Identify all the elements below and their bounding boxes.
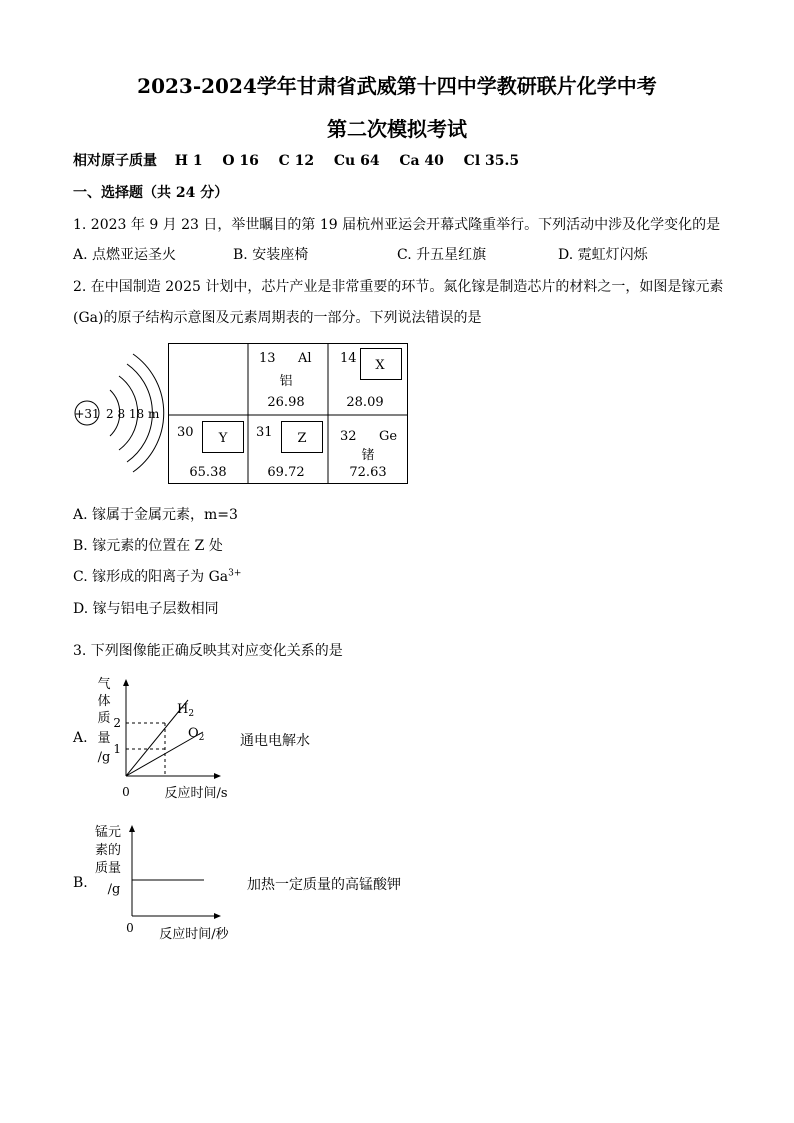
graph-a-label-o2: $O_2$ [188,726,205,743]
graph-a-tick-2: 2 [113,716,121,730]
electron-numbers: 2 8 18 m [106,407,160,421]
atomic-mass-line [73,150,519,170]
cell-z [256,422,323,481]
q2-option-c-charge: 3+ [228,568,242,579]
svg-text:69.72: 69.72 [267,465,305,480]
page-subtitle: 第二次模拟考试 [327,117,467,141]
graph-b-ylabel: 素的 [94,843,122,858]
svg-text:13: 13 [259,351,276,366]
svg-text:铝: 铝 [279,374,293,389]
atomic-mass-entry: Cl 35.5 [463,153,520,169]
graph-a-y-arrow [123,679,129,686]
graph-b-description: 加热一定质量的高锰酸钾 [247,877,401,893]
atomic-mass-entry: O 16 [222,153,259,169]
svg-text:Al: Al [298,351,312,366]
nucleus-charge: +31 [74,407,100,421]
cell-al [259,351,312,410]
atom-structure-diagram [70,350,170,480]
atomic-mass-entry: Ca 40 [399,153,444,169]
q3-option-a-label: A. [73,730,88,746]
graph-b-y-arrow [129,825,135,832]
q1-option-a: A. 点燃亚运圣火 [73,247,177,263]
graph-a-ylabel: 质 [97,711,111,726]
q2-option-a: A. 镓属于金属元素，m=3 [73,507,238,523]
page-title: 2023-2024学年甘肃省武威第十四中学教研联片化学中考 [137,74,657,98]
svg-text:Y: Y [218,431,228,446]
atomic-mass-entry: Cu 64 [333,153,380,169]
graph-a-x-arrow [214,773,221,779]
periodic-table-fragment [168,343,410,486]
graph-a-label-h2: $H_2$ [177,702,195,719]
q3-stem: 3. 下列图像能正确反映其对应变化关系的是 [73,643,343,659]
svg-text:14: 14 [340,351,357,366]
graph-b-ylabel: 锰元 [94,825,122,840]
graph-a-ylabel: 体 [97,694,111,709]
graph-a-ylabel: 量 [97,731,111,746]
q1-option-b: B. 安装座椅 [233,247,309,263]
svg-text:31: 31 [256,425,273,440]
svg-text:28.09: 28.09 [346,395,384,410]
cell-x [340,349,402,411]
graph-a-xlabel: 反应时间/s [164,786,228,801]
graph-a-ylabel: 气 [97,677,111,692]
q1-option-c: C. 升五星红旗 [397,247,487,263]
svg-text:锗: 锗 [361,448,375,463]
svg-text:32: 32 [340,429,357,444]
graph-a-tick-1: 1 [113,742,121,756]
graph-b-origin: 0 [126,921,134,935]
q2-option-c [73,566,241,586]
graph-a-electrolysis [88,670,248,810]
cell-y [177,422,244,481]
graph-a-description: 通电电解水 [240,733,310,749]
section-heading: 一、选择题（共 24 分） [73,185,229,201]
q2-option-d: D. 镓与铝电子层数相同 [73,601,219,617]
svg-text:30: 30 [177,425,194,440]
svg-text:26.98: 26.98 [267,395,305,410]
q1-option-d: D. 霓虹灯闪烁 [558,247,648,263]
graph-b-ylabel: /g [107,882,121,897]
svg-text:Z: Z [297,431,307,446]
atomic-mass-entry: C 12 [278,153,315,169]
q2-option-c-text: C. 镓形成的阳离子为 Ga [73,569,229,585]
graph-b-kmno4 [88,818,248,948]
q2-option-b: B. 镓元素的位置在 Z 处 [73,538,223,554]
graph-b-ylabel: 质量 [94,861,122,876]
graph-a-origin: 0 [122,785,130,799]
svg-text:72.63: 72.63 [349,465,387,480]
graph-a-ylabel: /g [97,750,111,765]
atomic-mass-entry: H 1 [174,153,203,169]
q3-option-b-label: B. [73,875,88,891]
q2-stem-line2: (Ga)的原子结构示意图及元素周期表的一部分。下列说法错误的是 [73,310,482,326]
cell-ge [340,429,397,480]
svg-text:X: X [375,358,385,373]
q2-stem-line1: 2. 在中国制造 2025 计划中，芯片产业是非常重要的环节。氮化镓是制造芯片的材料之一，如图是镓元素 [73,279,724,295]
atomic-mass-label: 相对原子质量 [73,153,157,169]
graph-b-xlabel: 反应时间/秒 [159,927,229,942]
svg-text:65.38: 65.38 [189,465,227,480]
graph-b-x-arrow [214,913,221,919]
q1-stem: 1. 2023 年 9 月 23 日，举世瞩目的第 19 届杭州亚运会开幕式隆重举行。下列活动中涉及化学变化的是 [73,217,721,233]
svg-text:Ge: Ge [379,429,398,444]
